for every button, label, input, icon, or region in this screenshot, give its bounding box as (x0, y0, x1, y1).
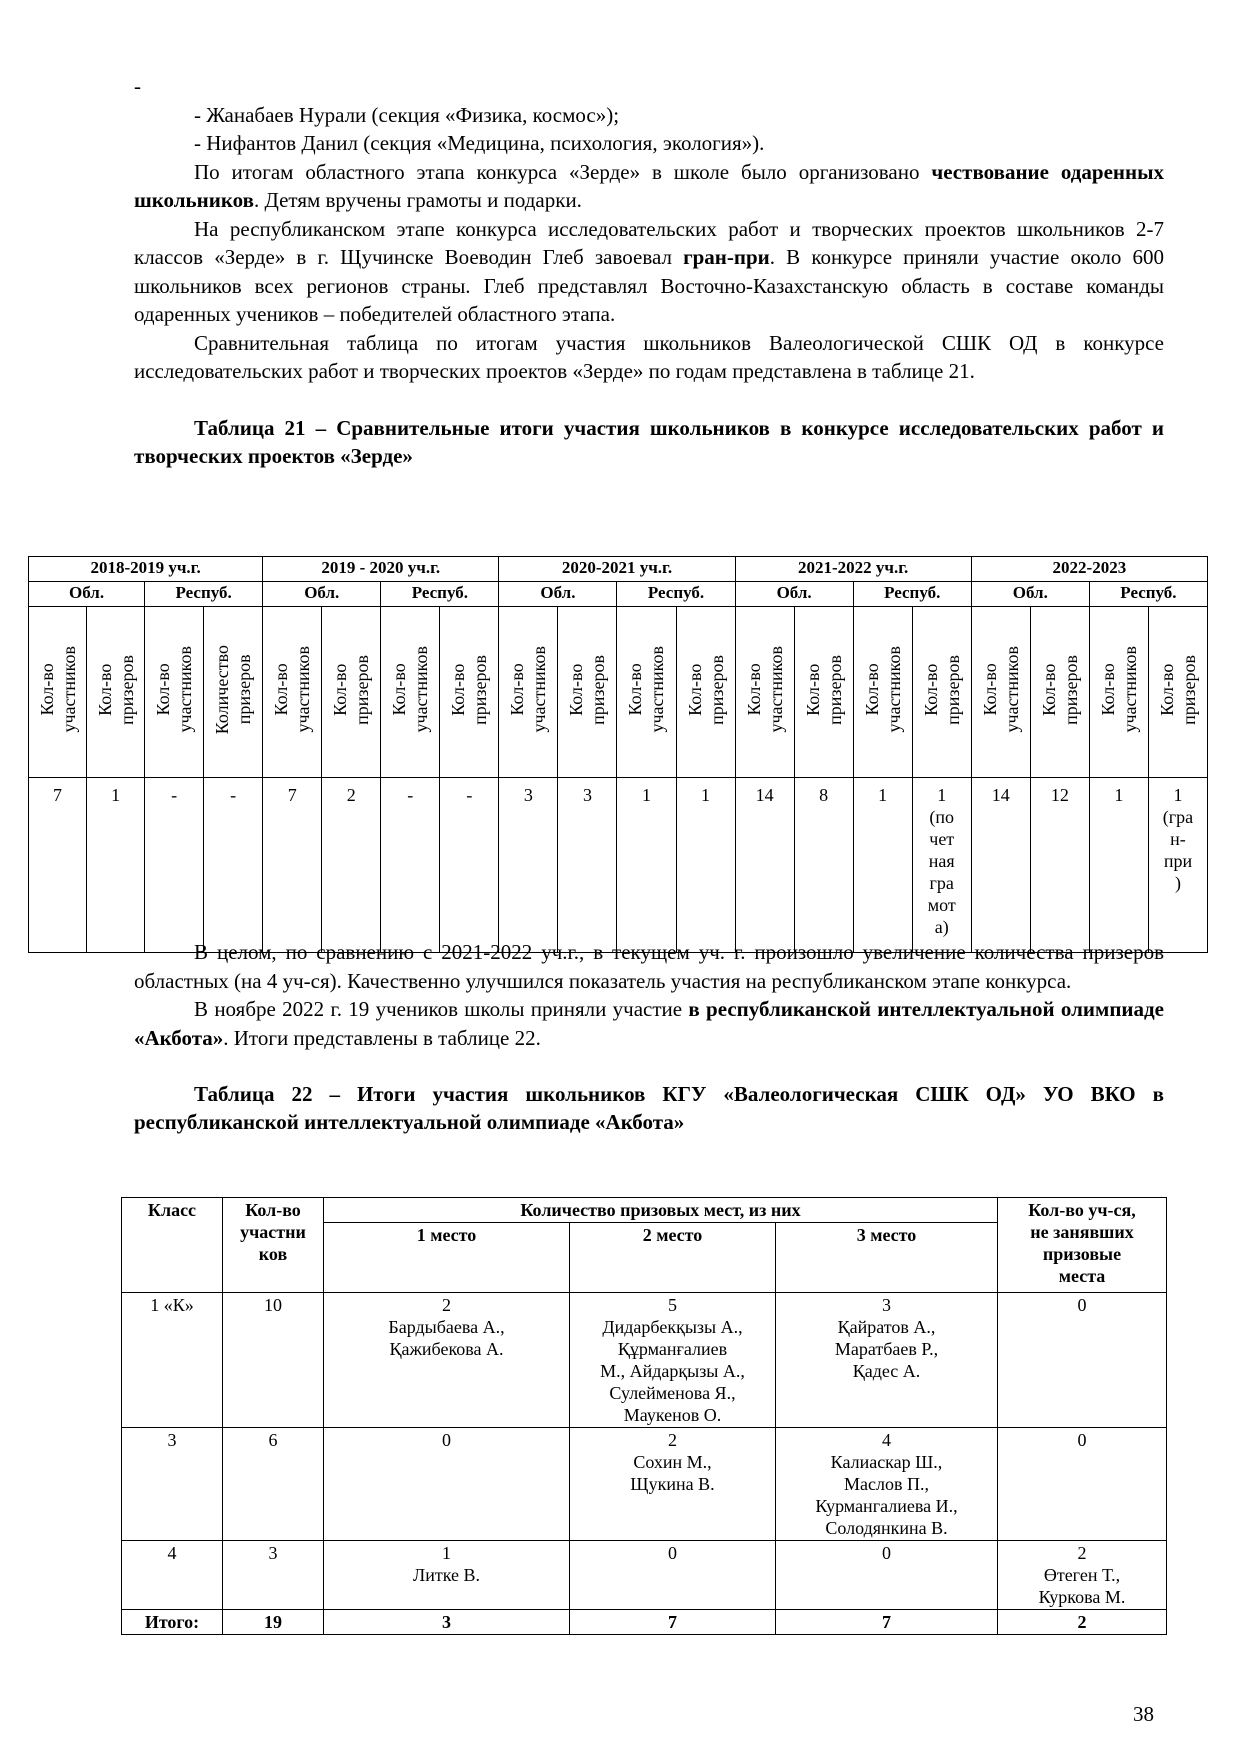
no-place-cell: 2 Өтеген Т., Куркова М. (998, 1541, 1167, 1610)
no-place-cell: 0 (998, 1428, 1167, 1541)
column-header: Кол-во призеров (794, 607, 853, 778)
level-header: Обл. (29, 582, 145, 607)
column-header: Кол-во участников (263, 607, 322, 778)
header-no-place: Кол-во уч-ся, не занявших призовые места (998, 1198, 1167, 1293)
value-cell: 1 (87, 778, 145, 953)
table-21 (28, 556, 1208, 953)
list-item: - Нифантов Данил (секция «Медицина, психология, экология»). (194, 131, 765, 155)
value-cell: 2 (322, 778, 381, 953)
page-body (134, 72, 1164, 470)
value-cell: 1 (853, 778, 912, 953)
column-header: Кол-во участников (29, 607, 87, 778)
value-cell: - (145, 778, 204, 953)
paragraph-table21-intro: Сравнительная таблица по итогам участия школьников Валеологической СШК ОД в конкурсе исследовательских работ и творческих проектов «Зерде» по годам представлена в таблице 21. (134, 330, 1164, 383)
place-2-cell: 0 (570, 1541, 776, 1610)
value-cell: 14 (735, 778, 794, 953)
value-cell: 3 (558, 778, 617, 953)
value-cell: 1 (676, 778, 735, 953)
column-header: Кол-во призеров (912, 607, 971, 778)
page-number: 38 (1133, 1702, 1154, 1726)
level-header: Респуб. (853, 582, 971, 607)
paragraph-akbota: В ноябре 2022 г. 19 учеников школы приняли участие в республиканской интеллектуальной олимпиаде «Акбота». Итоги представлены в таблице 22. (134, 997, 1164, 1050)
table-row (122, 1428, 1167, 1541)
year-header: 2019 - 2020 уч.г. (263, 557, 499, 582)
value-cell: - (381, 778, 440, 953)
value-cell: 7 (29, 778, 87, 953)
column-header: Кол-во призеров (1148, 607, 1207, 778)
paragraph-summary: В целом, по сравнению с 2021-2022 уч.г., в текущем уч. г. произошло увеличение количества призеров областных (на 4 уч-ся). Качественно улучшился показатель участия на республиканском этапе конкурса. (134, 940, 1164, 993)
place-1-cell: 0 (324, 1428, 570, 1541)
column-header: Кол-во призеров (558, 607, 617, 778)
header-count: Кол-во участни ков (223, 1198, 324, 1293)
count-cell: 10 (223, 1293, 324, 1428)
column-header: Кол-во участников (381, 607, 440, 778)
level-header: Респуб. (145, 582, 263, 607)
year-header: 2021-2022 уч.г. (735, 557, 971, 582)
no-place-cell: 0 (998, 1293, 1167, 1428)
value-cell: 14 (971, 778, 1030, 953)
place-1-cell: 2 Бардыбаева А., Қажибекова А. (324, 1293, 570, 1428)
level-header: Обл. (263, 582, 381, 607)
level-header: Респуб. (1089, 582, 1207, 607)
page-body-lower (134, 938, 1164, 1136)
class-cell: 3 (122, 1428, 223, 1541)
paragraph-republican-stage: На республиканском этапе конкурса исследовательских работ и творческих проектов школьников 2-7 классов «Зерде» в г. Щучинске Воеводин Глеб завоевал гран-при. В конкурсе приняли участие около 600 школьников всех регионов страны. Глеб представлял Восточно-Казахстанскую область в составе команды одаренных учеников – победителей областного этапа. (134, 216, 1164, 326)
column-header: Количество призеров (204, 607, 263, 778)
column-header: Кол-во призеров (87, 607, 145, 778)
header-place-3: 3 место (776, 1223, 998, 1293)
header-place-1: 1 место (324, 1223, 570, 1293)
place-3-cell: 3 Қайратов А., Маратбаев Р., Қадес А. (776, 1293, 998, 1428)
class-cell: 4 (122, 1541, 223, 1610)
list-item: - Жанабаев Нурали (секция «Физика, космос»); (194, 102, 620, 127)
column-header: Кол-во призеров (676, 607, 735, 778)
value-cell: 1 (гра н- при ) (1148, 778, 1207, 953)
column-header: Кол-во участников (735, 607, 794, 778)
place-2-cell: 5 Дидарбекқызы А., Құрманғалиев М., Айдарқызы А., Сулейменова Я., Маукенов О. (570, 1293, 776, 1428)
header-places: Количество призовых мест, из них (324, 1198, 998, 1223)
place-1-cell: 1 Литке В. (324, 1541, 570, 1610)
column-header: Кол-во участников (145, 607, 204, 778)
column-header: Кол-во участников (853, 607, 912, 778)
value-cell: 7 (263, 778, 322, 953)
level-header: Обл. (735, 582, 853, 607)
count-cell: 6 (223, 1428, 324, 1541)
value-cell: 1 (617, 778, 676, 953)
header-class: Класс (122, 1198, 223, 1293)
column-header: Кол-во участников (971, 607, 1030, 778)
level-header: Респуб. (617, 582, 735, 607)
value-cell: 1 (1089, 778, 1148, 953)
value-cell: 12 (1030, 778, 1089, 953)
place-2-cell: 2 Сохин М., Щукина В. (570, 1428, 776, 1541)
column-header: Кол-во призеров (1030, 607, 1089, 778)
table21-caption: Таблица 21 – Сравнительные итоги участия школьников в конкурсе исследовательских работ и творческих проектов «Зерде» (134, 415, 1164, 468)
level-header: Обл. (971, 582, 1089, 607)
total-place-1: 3 (324, 1610, 570, 1635)
year-header: 2022-2023 (971, 557, 1207, 582)
total-no-place: 2 (998, 1610, 1167, 1635)
intro-dash: - (134, 74, 141, 98)
value-cell: - (440, 778, 499, 953)
year-header: 2018-2019 уч.г. (29, 557, 263, 582)
year-header: 2020-2021 уч.г. (499, 557, 735, 582)
place-3-cell: 0 (776, 1541, 998, 1610)
paragraph-celebration: По итогам областного этапа конкурса «Зерде» в школе было организовано чествование одаренных школьников. Детям вручены грамоты и подарки. (134, 159, 1164, 212)
column-header: Кол-во призеров (322, 607, 381, 778)
level-header: Обл. (499, 582, 617, 607)
total-count: 19 (223, 1610, 324, 1635)
column-header: Кол-во участников (617, 607, 676, 778)
table-row (122, 1541, 1167, 1610)
value-cell: 8 (794, 778, 853, 953)
column-header: Кол-во участников (499, 607, 558, 778)
value-cell: 3 (499, 778, 558, 953)
table-22 (121, 1197, 1167, 1635)
table22-caption: Таблица 22 – Итоги участия школьников КГУ «Валеологическая СШК ОД» УО ВКО в республиканской интеллектуальной олимпиаде «Акбота» (134, 1082, 1164, 1134)
count-cell: 3 (223, 1541, 324, 1610)
place-3-cell: 4 Калиаскар Ш., Маслов П., Курмангалиева И., Солодянкина В. (776, 1428, 998, 1541)
level-header: Респуб. (381, 582, 499, 607)
total-label: Итого: (122, 1610, 223, 1635)
column-header: Кол-во призеров (440, 607, 499, 778)
value-cell: 1 (по чет ная гра мот а) (912, 778, 971, 953)
header-place-2: 2 место (570, 1223, 776, 1293)
value-cell: - (204, 778, 263, 953)
total-place-2: 7 (570, 1610, 776, 1635)
table-row (122, 1293, 1167, 1428)
column-header: Кол-во участников (1089, 607, 1148, 778)
total-place-3: 7 (776, 1610, 998, 1635)
class-cell: 1 «К» (122, 1293, 223, 1428)
